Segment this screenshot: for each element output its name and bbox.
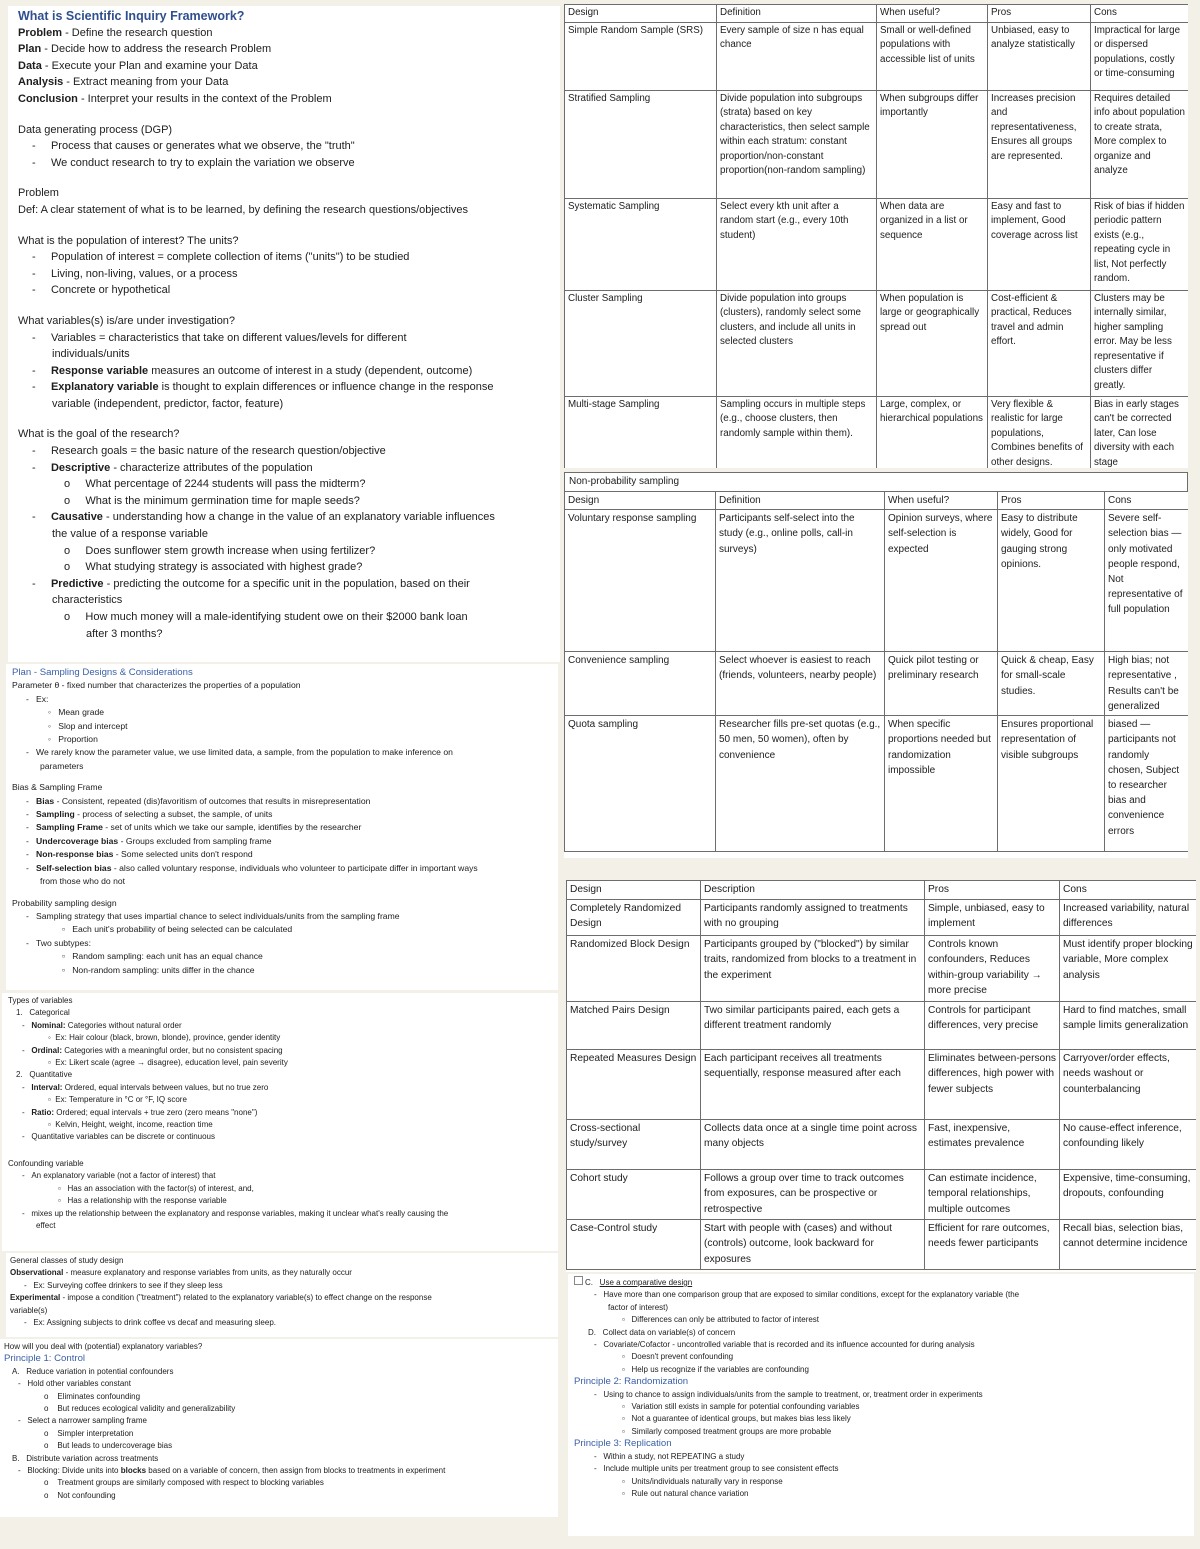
section-title: What is Scientific Inquiry Framework?: [18, 9, 245, 23]
table-row: [567, 935, 1197, 1001]
inquiry-section: [8, 6, 560, 662]
table-cell: Hard to find matches, small sample limits generalization: [1060, 1001, 1197, 1049]
table-cell: Ensures proportional representation of visible subgroups: [998, 716, 1105, 852]
bullet: - Bias - Consistent, repeated (dis)favoritism of outcomes that results in misrepresentation: [26, 795, 371, 806]
table-cell: When subgroups differ importantly: [877, 90, 988, 198]
table-cell: Participants randomly assigned to treatments with no grouping: [701, 899, 925, 935]
table-row: [567, 1001, 1197, 1049]
bullet: - We conduct research to try to explain the variation we observe: [32, 156, 355, 169]
table-row: [567, 1119, 1197, 1169]
bullet: - mixes up the relationship between the explanatory and response variables, making it unclear what's really causing the: [22, 1208, 449, 1218]
table-cell: Systematic Sampling: [565, 198, 717, 290]
table-cell: Each participant receives all treatments sequentially, response measured after each: [701, 1049, 925, 1119]
table-cell: Small or well-defined populations with accessible list of units: [877, 22, 988, 90]
table-row: [565, 396, 1189, 468]
bullet: - Concrete or hypothetical: [32, 284, 171, 297]
table-cell: Quota sampling: [565, 716, 716, 852]
principles-section: [568, 1274, 1194, 1536]
table: [564, 4, 1188, 468]
sub-bullet: o What studying strategy is associated with highest grade?: [64, 561, 363, 574]
framework-step: Problem - Define the research question: [18, 26, 213, 39]
bullet: - Quantitative variables can be discrete or continuous: [22, 1132, 216, 1142]
sub-bullet: o Eliminates confounding: [44, 1391, 141, 1401]
bullet: - Undercoverage bias - Groups excluded from sampling frame: [26, 835, 272, 846]
sub-bullet: ◦ Mean grade: [48, 707, 105, 718]
table-cell: Cohort study: [567, 1169, 701, 1219]
column-header: Cons: [1091, 5, 1189, 23]
bullet: - Process that causes or generates what we observe, the "truth": [32, 140, 355, 153]
sub-bullet: o How much money will a male-identifying student owe on their $2000 bank loan: [64, 611, 468, 623]
sub-bullet: ▫ Ex: Likert scale (agree → disagree), education level, pain severity: [48, 1058, 288, 1068]
table-row: [567, 1049, 1197, 1119]
bullet: - Non-response bias - Some selected units don't respond: [26, 849, 253, 860]
bullet: - Hold other variables constant: [18, 1379, 131, 1389]
prob-title: Probability sampling design: [12, 897, 117, 908]
framework-step: Data - Execute your Plan and examine your Data: [18, 59, 258, 72]
table-cell: Multi-stage Sampling: [565, 396, 717, 468]
bullet: - Using to chance to assign individuals/units from the sample to treatment, or, treatment order in experiments: [594, 1389, 983, 1399]
sub-bullet: ◦ Slop and intercept: [48, 720, 128, 731]
bullet: - Living, non-living, values, or a process: [32, 267, 238, 280]
table-cell: When specific proportions needed but randomization impossible: [885, 716, 998, 852]
lettered-item: A. Reduce variation in potential confounders: [12, 1366, 174, 1376]
sub-bullet: o What is the minimum germination time for maple seeds?: [64, 494, 360, 507]
table-cell: When population is large or geographically spread out: [877, 290, 988, 396]
confounding-title: Confounding variable: [8, 1158, 84, 1168]
table-cell: Efficient for rare outcomes, needs fewer participants: [925, 1219, 1060, 1269]
bullet-cont: parameters: [40, 760, 84, 771]
principle1-section: [0, 1339, 558, 1517]
table-row: [565, 90, 1189, 198]
sub-bullet: ▫ Doesn't prevent confounding: [622, 1352, 734, 1362]
sub-bullet: ▫ Each unit's probability of being selected can be calculated: [62, 924, 293, 935]
table: [566, 880, 1196, 1270]
framework-step: Analysis - Extract meaning from your Data: [18, 76, 229, 89]
sub-bullet: ▫ Kelvin, Height, weight, income, reaction time: [48, 1120, 213, 1130]
sub-bullet: ▫ Ex: Temperature in °C or °F, IQ score: [48, 1095, 187, 1105]
table-cell: Fast, inexpensive, estimates prevalence: [925, 1119, 1060, 1169]
table-row: [565, 652, 1189, 716]
table-cell: Requires detailed info about population to create strata, More complex to organize and analyze: [1091, 90, 1189, 198]
lettered-item: B. Distribute variation across treatments: [12, 1453, 159, 1463]
sub-bullet: ▫ Not a guarantee of identical groups, but makes bias less likely: [622, 1414, 851, 1424]
table-row: [565, 510, 1189, 652]
column-header: Description: [701, 881, 925, 900]
table-cell: Cost-efficient & practical, Reduces travel and admin effort.: [988, 290, 1091, 396]
plan-title: Plan - Sampling Designs & Considerations: [12, 667, 193, 678]
checkbox-icon: [574, 1276, 583, 1285]
sub-bullet: ▫ Rule out natural chance variation: [622, 1488, 749, 1498]
bullet-cont: variable (independent, predictor, factor, feature): [52, 397, 284, 410]
column-header: Design: [565, 5, 717, 23]
bullet-cont: individuals/units: [52, 348, 130, 361]
sub-bullet-cont: after 3 months?: [86, 627, 163, 640]
bullet: - Response variable measures an outcome of interest in a study (dependent, outcome): [32, 364, 473, 377]
table-cell: Sampling occurs in multiple steps (e.g., choose clusters, then randomly sample within them).: [717, 396, 877, 468]
table-cell: No cause-effect inference, confounding likely: [1060, 1119, 1197, 1169]
table-cell: Bias in early stages can't be corrected later, Can lose diversity with each stage: [1091, 396, 1189, 468]
table-caption: Non-probability sampling: [564, 472, 1188, 491]
table-cell: Carryover/order effects, needs washout or counterbalancing: [1060, 1049, 1197, 1119]
sub-bullet: o But reduces ecological validity and generalizability: [44, 1404, 236, 1414]
table-cell: Can estimate incidence, temporal relationships, multiple outcomes: [925, 1169, 1060, 1219]
column-header: Pros: [925, 881, 1060, 900]
table-cell: Follows a group over time to track outcomes from exposures, can be prospective or retrospective: [701, 1169, 925, 1219]
bullet-cont: the value of a response variable: [52, 528, 208, 541]
numbered-item: 1. Categorical: [16, 1008, 70, 1018]
column-header: When useful?: [877, 5, 988, 23]
table-cell: High bias; not representative , Results can't be generalized: [1105, 652, 1189, 716]
bullet-cont: factor of interest): [608, 1302, 669, 1312]
types-title: Types of variables: [8, 996, 73, 1005]
lettered-item: D. Collect data on variable(s) of concern: [588, 1327, 736, 1337]
table-row: [565, 716, 1189, 852]
table-cell: Matched Pairs Design: [567, 1001, 701, 1049]
table-cell: Controls for participant differences, very precise: [925, 1001, 1060, 1049]
problem-title: Problem: [18, 187, 59, 200]
sub-bullet: o Does sunflower stem growth increase when using fertilizer?: [64, 544, 376, 557]
table-cell: Easy and fast to implement, Good coverage across list: [988, 198, 1091, 290]
bullet: - Nominal: Categories without natural order: [22, 1020, 182, 1030]
sub-bullet: ▫ Differences can only be attributed to factor of interest: [622, 1315, 820, 1325]
column-header: Definition: [716, 492, 885, 510]
table-header-row: [565, 5, 1189, 23]
table-cell: Select whoever is easiest to reach (friends, volunteers, nearby people): [716, 652, 885, 716]
table-row: [567, 899, 1197, 935]
bullet: - Self-selection bias - also called voluntary response, individuals who volunteer to participate differ in important ways: [26, 862, 478, 873]
question: What is the goal of the research?: [18, 428, 180, 441]
bullet: - Descriptive - characterize attributes of the population: [32, 461, 313, 474]
general-section: [6, 1253, 558, 1337]
table-row: [565, 290, 1189, 396]
table-cell: Start with people with (cases) and without (controls) outcome, look backward for exposures: [701, 1219, 925, 1269]
bullet: - Sampling - process of selecting a subset, the sample, of units: [26, 809, 273, 820]
table-cell: Two similar participants paired, each gets a different treatment randomly: [701, 1001, 925, 1049]
column-header: When useful?: [885, 492, 998, 510]
bullet: - Ex: Assigning subjects to drink coffee vs decaf and measuring sleep.: [24, 1318, 276, 1328]
table-cell: Divide population into subgroups (strata) based on key characteristics, then select sample within each stratum: constant proportion/non-constant proportion(non-random sampling): [717, 90, 877, 198]
bullet: - Ex:: [26, 693, 49, 704]
dgp-title: Data generating process (DGP): [18, 123, 173, 136]
sub-bullet: ▫ Random sampling: each unit has an equal chance: [62, 951, 263, 962]
question: What is the population of interest? The units?: [18, 234, 239, 247]
sub-bullet: o Not confounding: [44, 1490, 116, 1500]
design-table: [566, 880, 1196, 1272]
column-header: Design: [565, 492, 716, 510]
framework-step: Conclusion - Interpret your results in the context of the Problem: [18, 92, 332, 105]
table-cell: Opinion surveys, where self-selection is expected: [885, 510, 998, 652]
table-cell: Risk of bias if hidden periodic pattern exists (e.g., repeating cycle in list, Not perfectly random.: [1091, 198, 1189, 290]
parameter-def: Parameter θ - fixed number that characterizes the properties of a population: [12, 680, 301, 691]
bullet-cont: effect: [36, 1220, 56, 1230]
bullet: - Explanatory variable is thought to explain differences or influence change in the response: [32, 381, 494, 394]
column-header: Cons: [1060, 881, 1197, 900]
table-cell: Must identify proper blocking variable, More complex analysis: [1060, 935, 1197, 1001]
bullet-cont: from those who do not: [40, 876, 126, 887]
sub-bullet: ▫ Has an association with the factor(s) of interest, and,: [58, 1183, 254, 1193]
table-cell: Simple, unbiased, easy to implement: [925, 899, 1060, 935]
bullet: - Ex: Surveying coffee drinkers to see if they sleep less: [24, 1280, 223, 1290]
bias-title: Bias & Sampling Frame: [12, 782, 103, 793]
table-row: [565, 198, 1189, 290]
table-cell: Participants self-select into the study (e.g., online polls, call-in surveys): [716, 510, 885, 652]
sub-bullet: o But leads to undercoverage bias: [44, 1441, 173, 1451]
table-cell: Convenience sampling: [565, 652, 716, 716]
framework-step: Plan - Decide how to address the research Problem: [18, 43, 272, 56]
bullet: - Two subtypes:: [26, 937, 91, 948]
column-header: Design: [567, 881, 701, 900]
bullet: - Sampling strategy that uses impartial chance to select individuals/units from the sampling frame: [26, 910, 400, 921]
sub-bullet: ▫ Has a relationship with the response variable: [58, 1196, 227, 1206]
bullet: - Ratio: Ordered; equal intervals + true zero (zero means "none"): [22, 1107, 258, 1117]
principle1-title: Principle 1: Control: [4, 1353, 86, 1365]
table-cell: Very flexible & realistic for large populations, Combines benefits of other designs.: [988, 396, 1091, 468]
control-question: How will you deal with (potential) explanatory variables?: [4, 1342, 203, 1351]
sub-bullet: o Treatment groups are similarly composed with respect to blocking variables: [44, 1478, 324, 1488]
table-cell: Participants grouped by ("blocked") by similar traits, randomized from blocks to a treatment in the experiment: [701, 935, 925, 1001]
column-header: Pros: [988, 5, 1091, 23]
sub-bullet: ◦ Proportion: [48, 734, 98, 745]
numbered-item: 2. Quantitative: [16, 1070, 73, 1080]
column-header: Pros: [998, 492, 1105, 510]
bullet: - Sampling Frame - set of units which we take our sample, identifies by the researcher: [26, 822, 362, 833]
table-row: [565, 22, 1189, 90]
table-cell: Quick pilot testing or preliminary research: [885, 652, 998, 716]
question: What variables(s) is/are under investigation?: [18, 314, 236, 327]
table-cell: Unbiased, easy to analyze statistically: [988, 22, 1091, 90]
table-cell: Cluster Sampling: [565, 290, 717, 396]
problem-definition: Def: A clear statement of what is to be learned, by defining the research questions/objectives: [18, 203, 469, 216]
table-cell: Voluntary response sampling: [565, 510, 716, 652]
table-cell: biased — participants not randomly chosen, Subject to researcher bias and convenience errors: [1105, 716, 1189, 852]
lettered-item: C. Use a comparative design: [574, 1276, 1188, 1289]
table-row: [567, 1219, 1197, 1269]
table-cell: Completely Randomized Design: [567, 899, 701, 935]
table-cell: Cross-sectional study/survey: [567, 1119, 701, 1169]
bullet: - Interval: Ordered, equal intervals between values, but no true zero: [22, 1082, 269, 1092]
general-title: General classes of study design: [10, 1256, 124, 1265]
sub-bullet: o What percentage of 2244 students will pass the midterm?: [64, 478, 366, 491]
table-cell: Increased variability, natural differences: [1060, 899, 1197, 935]
table-cell: Divide population into groups (clusters), randomly select some clusters, and include all units in selected clusters: [717, 290, 877, 396]
table-cell: Every sample of size n has equal chance: [717, 22, 877, 90]
table-cell: Easy to distribute widely, Good for gauging strong opinions.: [998, 510, 1105, 652]
sub-bullet: ▫ Non-random sampling: units differ in the chance: [62, 964, 255, 975]
table-row: [567, 1169, 1197, 1219]
table-cell: Case-Control study: [567, 1219, 701, 1269]
table-cell: Impractical for large or dispersed populations, costly or time-consuming: [1091, 22, 1189, 90]
bullet: - We rarely know the parameter value, we use limited data, a sample, from the population to make inference on: [26, 747, 453, 758]
bullet: - Ordinal: Categories with a meaningful order, but no consistent spacing: [22, 1045, 283, 1055]
table-cell: Simple Random Sample (SRS): [565, 22, 717, 90]
bullet: - An explanatory variable (not a factor of interest) that: [22, 1171, 216, 1181]
nonprob-sampling-table: [564, 472, 1188, 858]
bullet: - Select a narrower sampling frame: [18, 1416, 147, 1426]
table-cell: Increases precision and representativeness, Ensures all groups are represented.: [988, 90, 1091, 198]
bullet: - Within a study, not REPEATING a study: [594, 1451, 745, 1461]
bullet: - Covariate/Cofactor - uncontrolled variable that is recorded and its influence accounted for during analysis: [594, 1340, 975, 1350]
principle2-title: Principle 2: Randomization: [574, 1376, 689, 1388]
sub-bullet: ▫ Variation still exists in sample for potential confounding variables: [622, 1402, 860, 1412]
principle3-title: Principle 3: Replication: [574, 1438, 672, 1450]
table-cell: Repeated Measures Design: [567, 1049, 701, 1119]
bullet: - Research goals = the basic nature of the research question/objective: [32, 445, 386, 458]
table-cell: Controls known confounders, Reduces within-group variability → more precise: [925, 935, 1060, 1001]
sub-bullet: ▫ Similarly composed treatment groups are more probable: [622, 1426, 832, 1436]
table-cell: Collects data once at a single time point across many objects: [701, 1119, 925, 1169]
table-cell: Stratified Sampling: [565, 90, 717, 198]
bullet: - Variables = characteristics that take on different values/levels for different: [32, 331, 407, 344]
bullet: - Blocking: Divide units into blocks based on a variable of concern, then assign from blocks to treatments in experiment: [18, 1466, 446, 1476]
table-cell: Researcher fills pre-set quotas (e.g., 50 men, 50 women), often by convenience: [716, 716, 885, 852]
observational-def: Observational - measure explanatory and response variables from units, as they naturally occur: [10, 1268, 352, 1278]
types-section: [2, 993, 558, 1251]
table-cell: Clusters may be internally similar, higher sampling error. May be less representative if clusters differ greatly.: [1091, 290, 1189, 396]
bullet: - Predictive - predicting the outcome for a specific unit in the population, based on their: [32, 577, 470, 590]
table-header-row: [565, 492, 1189, 510]
bullet-cont: characteristics: [52, 594, 123, 607]
table-cell: Large, complex, or hierarchical populations: [877, 396, 988, 468]
bullet: - Causative - understanding how a change in the value of an explanatory variable influences: [32, 511, 495, 524]
sub-bullet: o Simpler interpretation: [44, 1428, 134, 1438]
table-header-row: [567, 881, 1197, 900]
sub-bullet: ▫ Help us recognize if the variables are confounding: [622, 1364, 809, 1374]
bullet: - Include multiple units per treatment group to see consistent effects: [594, 1464, 839, 1474]
experimental-def-cont: variable(s): [10, 1305, 48, 1315]
table: [564, 491, 1188, 852]
table-cell: Quick & cheap, Easy for small-scale studies.: [998, 652, 1105, 716]
table-cell: Expensive, time-consuming, dropouts, confounding: [1060, 1169, 1197, 1219]
table-cell: Eliminates between-persons differences, high power with fewer subjects: [925, 1049, 1060, 1119]
table-cell: Recall bias, selection bias, cannot determine incidence: [1060, 1219, 1197, 1269]
column-header: Definition: [717, 5, 877, 23]
sub-bullet: ▫ Units/individuals naturally vary in response: [622, 1476, 783, 1486]
column-header: Cons: [1105, 492, 1189, 510]
plan-section: [6, 664, 558, 990]
bullet: - Population of interest = complete collection of items ("units") to be studied: [32, 251, 410, 264]
experimental-def: Experimental - impose a condition ("treatment") related to the explanatory variable(s) to effect change on the response: [10, 1293, 432, 1303]
prob-sampling-table: [564, 4, 1188, 468]
table-cell: When data are organized in a list or sequence: [877, 198, 988, 290]
bullet: - Have more than one comparison group that are exposed to similar conditions, except for the explanatory variable (the: [594, 1290, 1020, 1300]
table-cell: Randomized Block Design: [567, 935, 701, 1001]
table-cell: Select every kth unit after a random start (e.g., every 10th student): [717, 198, 877, 290]
sub-bullet: ◦ Ex: Hair colour (black, brown, blonde), province, gender identity: [48, 1033, 281, 1043]
table-cell: Severe self-selection bias — only motivated people respond, Not representative of full population: [1105, 510, 1189, 652]
